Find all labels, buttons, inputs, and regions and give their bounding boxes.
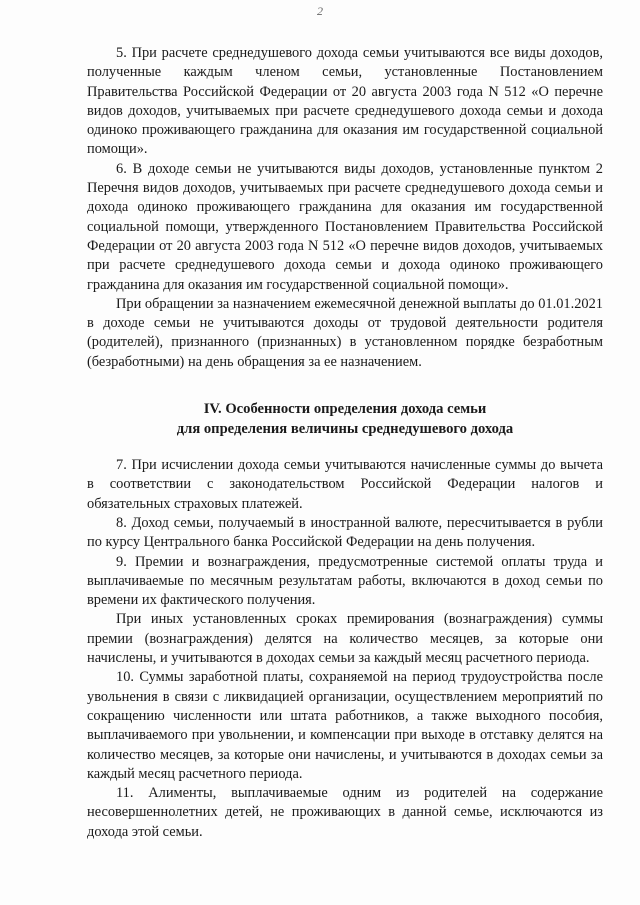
section-heading-line-1: IV. Особенности определения дохода семьи <box>203 401 487 418</box>
paragraph-7: 7. При исчислении дохода семьи учитываются начисленные суммы до вычета в соответствии с законодательством Российской Федерации налогов и обязательных страховых платежей. <box>87 457 603 512</box>
paragraph-6: 6. В доходе семьи не учитываются виды доходов, установленные пунктом 2 Перечня видов доходов, учитываемых при расчете среднедушевого дохода семьи и дохода одиноко проживающего гражданина для оказания им государственной социальной помощи, утвержденного Постановлением Правительства Российской Федерации от 20 августа 2003 года N 512 «О перечне видов доходов, учитываемых при расчете среднедушевого дохода семьи и дохода одиноко проживающего гражданина для оказания им государственной социальной помощи». <box>87 160 603 293</box>
section-spacer <box>87 372 603 399</box>
paragraph-8: 8. Доход семьи, получаемый в иностранной валюте, пересчитывается в рубли по курсу Центрального банка Российской Федерации на день получения. <box>87 514 603 551</box>
paragraph-5: 5. При расчете среднедушевого дохода семьи учитываются все виды доходов, полученные каждым членом семьи, установленные Постановлением Правительства Российской Федерации от 20 августа 2003 года N 512 «О перечне видов доходов, учитываемых при расчете среднедушевого дохода семьи и дохода одиноко проживающего гражданина для оказания им государственной социальной помощи». <box>87 45 603 158</box>
page-number: 2 <box>317 4 323 18</box>
heading-spacer <box>87 439 603 456</box>
paragraph-6-continuation: При обращении за назначением ежемесячной денежной выплаты до 01.01.2021 в доходе семьи не учитываются доходы от трудовой деятельности родителя (родителей), признанного (признанных) в установленном порядке безработным (безработными) на день обращения за ее назначением. <box>87 295 603 370</box>
document-body <box>87 44 603 842</box>
section-heading-line-2: для определения величины среднедушевого дохода <box>176 421 514 438</box>
paragraph-11: 11. Алименты, выплачиваемые одним из родителей на содержание несовершеннолетних детей, не проживающих в данной семье, исключаются из дохода этой семьи. <box>87 785 603 840</box>
paragraph-9: 9. Премии и вознаграждения, предусмотренные системой оплаты труда и выплачиваемые по месячным результатам работы, включаются в доход семьи по времени их фактического получения. <box>87 553 603 609</box>
paragraph-10: 10. Суммы заработной платы, сохраняемой на период трудоустройства после увольнения в связи с ликвидацией организации, осуществлением мероприятий по сокращению численности или штата работников, а также выходного пособия, выплачиваемого при увольнении, и компенсации при выходе в отставку делятся на количество месяцев, за которые они начислены, и учитываются в доходах семьи за каждый месяц расчетного периода. <box>87 669 603 782</box>
paragraph-9-continuation: При иных установленных сроках премирования (вознаграждения) суммы премии (вознаграждения) делятся на количество месяцев, за которые они начислены, и учитываются в доходах семьи за каждый месяц расчетного периода. <box>87 611 603 667</box>
